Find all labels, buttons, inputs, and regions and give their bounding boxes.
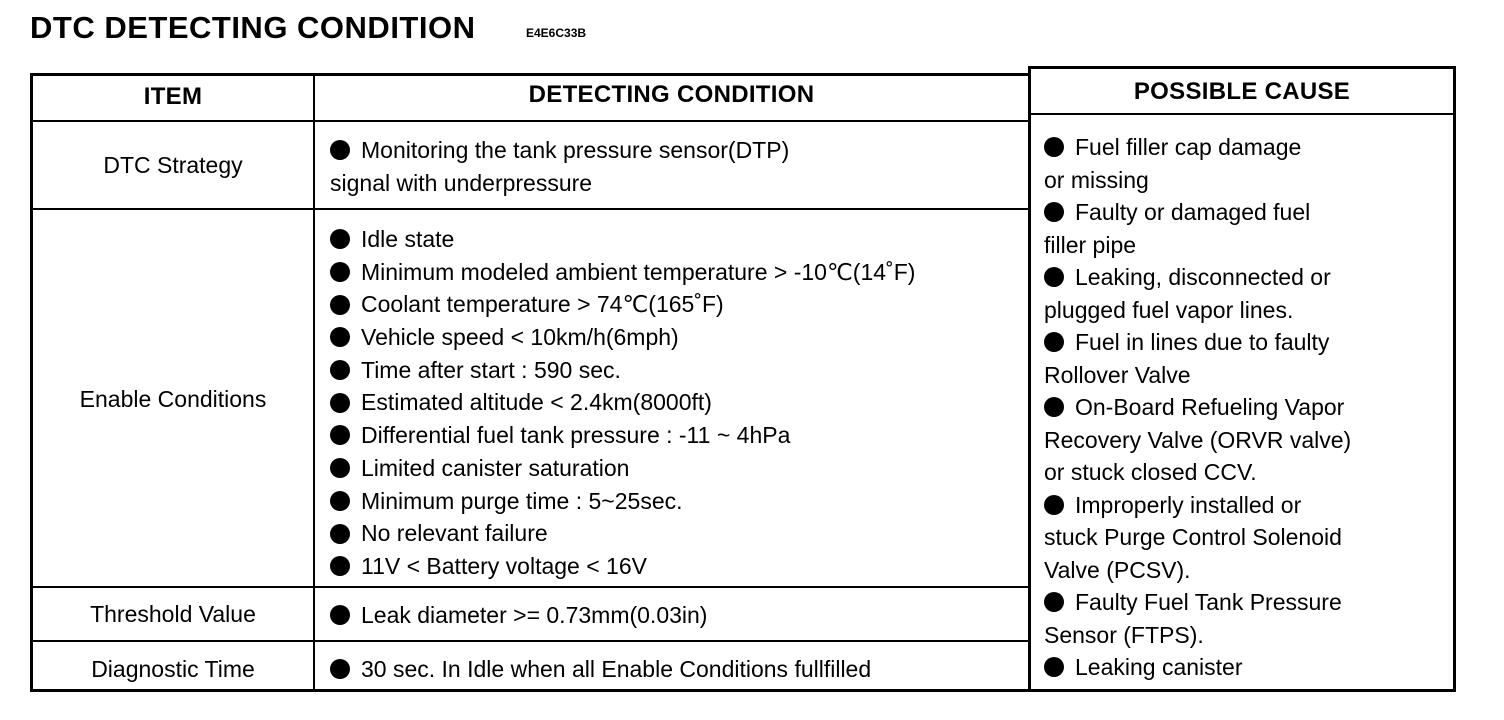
bullet-icon [330, 491, 350, 511]
list-item: Minimum modeled ambient temperature > -10℃(14˚F) [330, 256, 915, 289]
list-item: Idle state [330, 223, 915, 256]
bullet-icon [1044, 592, 1064, 612]
item-diagnostic-time: Diagnostic Time [91, 656, 255, 682]
cause-continuation: Rollover Valve [1044, 361, 1191, 388]
cause-continuation: Valve (PCSV). [1044, 556, 1191, 583]
cause-item: Fuel filler cap damage [1044, 131, 1351, 164]
diagnostic-condition [330, 653, 871, 686]
bullet-icon [1044, 397, 1064, 417]
bullet-icon [330, 524, 350, 544]
bullet-icon [330, 659, 350, 679]
cause-continuation: stuck Purge Control Solenoid [1044, 524, 1342, 550]
bullet-icon [330, 425, 350, 445]
bullet-icon [330, 458, 350, 478]
cause-item: Fuel in lines due to faulty [1044, 326, 1351, 359]
header-row-divider [30, 120, 1030, 122]
cause-item: Leaking, disconnected or [1044, 261, 1351, 294]
table-right-border [1453, 66, 1456, 692]
list-item-continuation: signal with underpressure [330, 169, 593, 196]
row-divider-2 [30, 586, 1030, 588]
bullet-icon [330, 327, 350, 347]
possible-cause-list [1044, 131, 1351, 684]
cause-continuation: plugged fuel vapor lines. [1044, 296, 1294, 323]
item-dtc-strategy: DTC Strategy [103, 152, 243, 178]
table-bottom-border [30, 689, 1456, 692]
bullet-icon [330, 295, 350, 315]
header-detecting-condition: DETECTING CONDITION [528, 81, 815, 108]
bullet-icon [1044, 137, 1064, 157]
bullet-icon [1044, 332, 1064, 352]
cause-item: Faulty or damaged fuel [1044, 196, 1351, 229]
list-item: 30 sec. In Idle when all Enable Conditions fullfilled [330, 653, 871, 686]
cause-continuation: filler pipe [1044, 231, 1137, 258]
cause-item: Leaking canister [1044, 651, 1351, 684]
list-item: Time after start : 590 sec. [330, 354, 915, 387]
bullet-icon [330, 140, 350, 160]
bullet-icon [330, 556, 350, 576]
cause-continuation: Sensor (FTPS). [1044, 621, 1204, 648]
item-threshold-value: Threshold Value [90, 601, 256, 627]
item-enable-conditions: Enable Conditions [79, 386, 267, 412]
list-item: Limited canister saturation [330, 452, 915, 485]
document-code: E4E6C33B [526, 26, 587, 40]
cause-continuation: or missing [1044, 166, 1149, 193]
page-title: DTC DETECTING CONDITION [30, 10, 476, 45]
bullet-icon [330, 262, 350, 282]
cause-continuation: or stuck closed CCV. [1044, 459, 1257, 485]
list-item: Estimated altitude < 2.4km(8000ft) [330, 386, 915, 419]
bullet-icon [1044, 657, 1064, 677]
column-divider-1 [313, 73, 315, 692]
list-item: No relevant failure [330, 517, 915, 550]
list-item: Coolant temperature > 74℃(165˚F) [330, 288, 915, 321]
cause-top-border [1028, 66, 1456, 69]
enable-conditions-list [330, 223, 915, 583]
strategy-condition [330, 134, 789, 199]
bullet-icon [330, 605, 350, 625]
list-item: Differential fuel tank pressure : -11 ~ 4hPa [330, 419, 915, 452]
table-top-border [30, 73, 1030, 76]
list-item: Leak diameter >= 0.73mm(0.03in) [330, 599, 707, 632]
column-divider-2 [1028, 66, 1031, 692]
bullet-icon [330, 360, 350, 380]
row-divider-3 [30, 640, 1030, 642]
bullet-icon [1044, 202, 1064, 222]
header-possible-cause: POSSIBLE CAUSE [1133, 78, 1351, 105]
list-item: Minimum purge time : 5~25sec. [330, 485, 915, 518]
header-item: ITEM [143, 83, 203, 110]
bullet-icon [1044, 267, 1064, 287]
cause-continuation: Recovery Valve (ORVR valve) [1044, 426, 1352, 453]
cause-item: On-Board Refueling Vapor [1044, 391, 1351, 424]
cause-item: Improperly installed or [1044, 489, 1351, 522]
list-item: Monitoring the tank pressure sensor(DTP) [330, 134, 789, 167]
cause-header-divider [1028, 113, 1456, 115]
list-item: 11V < Battery voltage < 16V [330, 550, 915, 583]
cause-item: Faulty Fuel Tank Pressure [1044, 586, 1351, 619]
row-divider-1 [30, 208, 1030, 210]
bullet-icon [330, 393, 350, 413]
bullet-icon [1044, 495, 1064, 515]
list-item: Vehicle speed < 10km/h(6mph) [330, 321, 915, 354]
threshold-condition [330, 599, 707, 632]
bullet-icon [330, 229, 350, 249]
